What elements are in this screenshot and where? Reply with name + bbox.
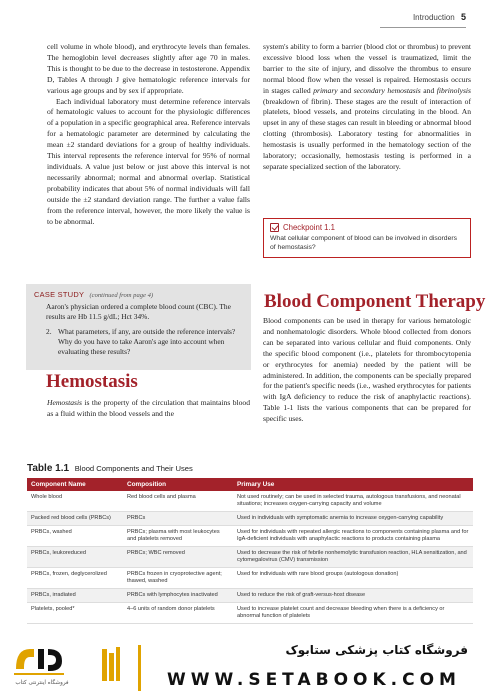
case-question-number: 2. <box>46 326 52 336</box>
cell-composition: PRBCs; plasma with most leukocytes and platelets removed <box>123 526 233 547</box>
divider-bar-icon <box>132 645 160 691</box>
right-paragraph-end: (breakdown of fibrin). These stages are the result of interaction of platelets, blood vessels, and proteins circulating in the blood. An upset in any of these stages can result in bleeding or abnormal blood clotting (thrombosis). Laboratory testing for abnormalities in hemostasis is usually performed in the hematology section of the laboratory; occasionally, hemostasis testing is performed in a separate specialized section of the laboratory. <box>263 96 471 171</box>
cell-component: PRBCs, frozen, deglycerolized <box>27 568 123 589</box>
logo-subtitle: فروشگاه اینترنتی کتاب <box>15 680 69 686</box>
conj-and-2: and <box>420 85 437 95</box>
table-row <box>27 512 473 526</box>
book-stack-icon <box>100 645 122 685</box>
cell-component: PRBCs, irradiated <box>27 589 123 603</box>
cell-component: PRBCs, leukoreduced <box>27 547 123 568</box>
cell-component: Packed red blood cells (PRBCs) <box>27 512 123 526</box>
cell-composition: Red blood cells and plasma <box>123 491 233 512</box>
table-header-row <box>27 478 473 491</box>
table-number: Table 1.1 <box>27 463 70 474</box>
cell-component: Whole blood <box>27 491 123 512</box>
checkbox-check-icon <box>270 223 279 232</box>
table-row <box>27 603 473 624</box>
case-study-subtitle: (continued from page 4) <box>89 292 154 299</box>
checkpoint-box <box>263 218 471 258</box>
shop-url: WWW.SETABOOK.COM <box>167 670 461 690</box>
case-question-text: What parameters, if any, are outside the reference intervals? Why do you have to take Aaron's age into account when evaluating these results? <box>58 326 236 357</box>
checkpoint-title: Checkpoint 1.1 <box>283 223 336 232</box>
running-head-section: Introduction <box>412 13 455 22</box>
cell-use: Used for individuals with rare blood groups (autologous donation) <box>233 568 473 589</box>
case-study-title <box>34 290 243 299</box>
term-secondary: secondary hemostasis <box>353 85 421 95</box>
header-composition: Composition <box>123 478 233 491</box>
right-column <box>263 42 471 173</box>
table-row <box>27 491 473 512</box>
cell-use: Used to increase platelet count and decrease bleeding when there is a deficiency or abnormal function of platelets <box>233 603 473 624</box>
cell-composition: 4–6 units of random donor platelets <box>123 603 233 624</box>
blood-components-table <box>27 478 473 624</box>
cell-use: Used to reduce the risk of graft-versus-host disease <box>233 589 473 603</box>
conj-and-1: and <box>337 85 354 95</box>
cell-composition: PRBCs <box>123 512 233 526</box>
case-study-label: CASE STUDY <box>34 290 85 299</box>
header-component-name: Component Name <box>27 478 123 491</box>
cell-composition: PRBCs; WBC removed <box>123 547 233 568</box>
hemostasis-text: is the property of the circulation that maintains blood as a fluid within the blood vessels and the <box>47 398 250 418</box>
checkpoint-header <box>270 223 464 232</box>
table-row <box>27 526 473 547</box>
term-primary: primary <box>313 85 338 95</box>
case-study-box <box>26 284 251 370</box>
cell-component: PRBCs, washed <box>27 526 123 547</box>
table-row <box>27 568 473 589</box>
table-caption <box>27 463 193 474</box>
header-rule <box>380 27 466 28</box>
cell-composition: PRBCs with lymphocytes inactivated <box>123 589 233 603</box>
setabook-logo-icon <box>10 639 68 681</box>
table-row <box>27 589 473 603</box>
right-paragraph-start: system's ability to form a barrier (blood clot or thrombus) to prevent excessive blood loss when the vessel is traumatized, limit the barrier to the site of injury, and dissolve the thrombus to ensure normal blood flow when the vessel is repaired. Hemostasis occurs in stages called <box>263 42 471 95</box>
blood-component-paragraph: Blood components can be used in therapy for various hematologic and nonhematologic disorders. Whole blood collected from donors can be separated into various cellular and fluid components. Only the specific blood component (i.e., platelets for thrombocytopenia or erythrocytes for anemia) needed by the patient will be administered. In addition, the components can be specially prepared for the patient's specific needs (i.e., washed erythrocytes for patients with IgA deficiency to reduce the risk of anaphylactic reactions). Table 1-1 lists the various components that can be prepared for specific uses. <box>263 316 471 424</box>
table-title: Blood Components and Their Uses <box>74 464 193 473</box>
right-paragraph <box>263 42 471 173</box>
hemostasis-term: Hemostasis <box>47 398 83 407</box>
blood-component-heading: Blood Component Therapy <box>264 291 486 312</box>
cell-component: Platelets, pooled* <box>27 603 123 624</box>
running-head <box>413 12 466 22</box>
case-study-question <box>46 327 243 358</box>
left-paragraph-2: Each individual laboratory must determine reference intervals of hematologic values to account for the physiologic differences of a population in a specific geographical area. Reference intervals for a hematologic parameter are determined by calculating the mean ±2 standard deviations for a group of healthy individuals. This interval represents the reference interval for 95% of normal individuals. A value just below or just above this interval is not necessarily abnormal; normal and abnormal overlap. Statistical probability indicates that about 5% of normal individuals will fall outside the ±2 standard deviation range. The further a value falls from the reference interval, however, the more likely the value is to be abnormal. <box>47 96 250 226</box>
header-primary-use: Primary Use <box>233 478 473 491</box>
cell-composition: PRBCs frozen in cryoprotective agent; thawed, washed <box>123 568 233 589</box>
page-number: 5 <box>460 12 466 22</box>
term-fibrinolysis: fibrinolysis <box>436 85 471 95</box>
hemostasis-heading: Hemostasis <box>46 371 138 392</box>
cell-use: Used in individuals with symptomatic anemia to increase oxygen-carrying capability <box>233 512 473 526</box>
checkpoint-text: What cellular component of blood can be involved in disorders of hemostasis? <box>270 235 458 251</box>
cell-use: Used for individuals with repeated allergic reactions to components containing plasma and for IgA-deficient individuals with anaphylactic reactions to products containing plasma <box>233 526 473 547</box>
shop-name: فروشگاه کتاب پزشکی ستابوک <box>285 643 468 657</box>
case-study-text: Aaron's physician ordered a complete blood count (CBC). The results are Hb 11.5 g/dL; Hct 34%. <box>46 302 231 322</box>
cell-use: Used to decrease the risk of febrile nonhemolytic transfusion reaction, HLA sensitization, and cytomegalovirus (CMV) transmission <box>233 547 473 568</box>
cell-use: Not used routinely; can be used in selected trauma, autologous transfusions, and neonatal situations; increases oxygen-carrying capacity and volume <box>233 491 473 512</box>
left-paragraph-1: cell volume in whole blood), and erythrocyte levels than females. The hemoglobin level decreases slightly after age 70 in males. This is thought to be due to the decrease in testosterone. Appendix D, Tables A through J give hematologic reference intervals for various age groups and by sex if appropriate. <box>47 42 250 95</box>
left-column <box>47 42 250 227</box>
hemostasis-paragraph <box>47 398 250 420</box>
table-row <box>27 547 473 568</box>
